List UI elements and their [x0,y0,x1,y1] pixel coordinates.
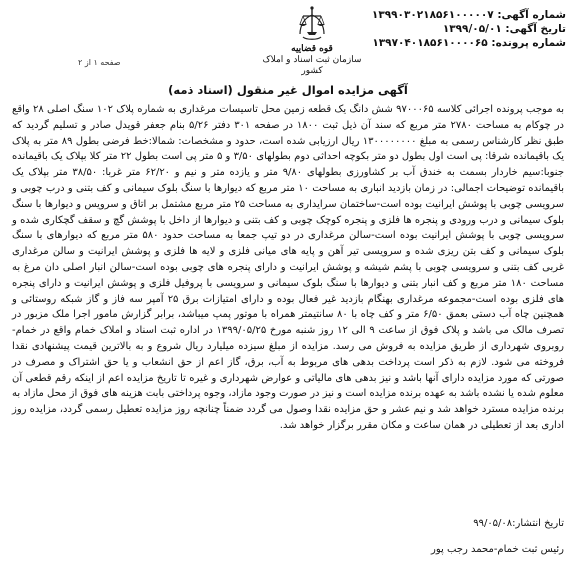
judiciary-emblem [262,4,362,77]
notice-meta [366,8,566,50]
notice-title: آگهی مزایده اموال غیر منقول (اسناد ذمه) [168,83,408,97]
page-number: صفحه ۱ از ۲ [78,58,121,67]
emblem-caption: قوه قضاییه [291,44,333,54]
notice-body: به موجب پرونده اجرائی کلاسه ۹۷۰۰۰۶۵ شش دانگ یک قطعه زمین محل تاسیسات مرغداری به شماره پلاک ۱۰۲ سنگ اصلی ۲۸ واقع در چوکام به مساحت ۲۷۸۰ متر مربع که سند آن ذیل ثبت ۱۸۰۰ در صفحه ۳۰۱ دفتر ۵/۲۶ بنام جعفر قویدل صادر و تسلیم گردید که طبق نظر کارشناس رسمی به مبلغ ۱۳۰۰۰۰۰۰۰۰ ریال ارزیابی شده است، حدود و مشخصات: شمالا:خط فرضی بطول ۸۹ متر به پلاک یک باقیمانده شرقا: پی است اول بطول دو متر بکوچه احداثی دوم بطولهای ۳/۵۰ و ۵ متر پی است بطول ۲۲ متر کلا بپلاک یک باقیمانده جنوبا:سیم خاردار بسمت به خندق آب بر کشاورزی بطولهای ۹/۸۰ متر و یازده متر و نیم و ۶۲/۲۰ متر غربا: ۳۸/۵۰ متر بپلاک یک باقیمانده توضیحات اجمالی: در زمان بازدید انباری به مساحت ۱۰ متر مربع که دیوارها با سنگ بلوک سیمانی و کف بتنی و درب چوبی و سرویسی چوبی با پوشش ایرانیت بوده است-ساختمان سرایداری به مساحت ۲۵ متر مربع مشتمل بر اتاق و سرویس و دیوارها با سنگ بلوک سیمانی و درب ورودی و پنجره ها فلزی و پنجره کوچک چوبی و کف بتنی و دیوارها از داخل با پوشش گچ و سقف گچکاری شده و سرویسی چوبی با پوشش ایرانیت بوده است-سالن مرغداری در دو تیپ جمعا به مساحت حدود ۵۸۰ متر مربع که دیوارهای با سنگ بلوک سیمانی و کف بتن ریزی شده و سرویسی تیر آهن و پایه های میانی فلزی و لایه ها فلزی و پوشش ایرانیت و سالن مرغداری غربی کف بتنی و سرویسی چوبی با پشم شیشه و پوشش ایرانیت و دارای پنجره های چوبی بوده است-سالن انبار اصلی دان مرغ به مساحت ۱۸۰ متر مربع و کف انبار بتنی و دیوارها با سنگ بلوک سیمانی و سرویسی با پروفیل فلزی و پوشش ایرانیت و دارای پنجره های فلزی بوده است-مجموعه مرغداری بهنگام بازدید غیر فعال بوده و دارای امتیازات برق ۲۵ آمپر سه فاز و گاز شبکه روستائی و همچنین چاه آب دستی بعمق ۶/۵۰ متر و کف چاه با ۸۰ سانتیمتر همراه با موتور پمپ میباشد، برابر گزارش مامور اجرا ملک مزبور در تصرف مالک می باشد و پلاک فوق از ساعت ۹ الی ۱۲ روز شنبه مورخ ۱۳۹۹/۰۵/۲۵ در اداره ثبت اسناد و املاک خمام واقع در خمام-روبروی شهرداری از طریق مزایده به فروش می رسد. مزایده از مبلغ سیزده میلیارد ریال شروع و به بالاترین قیمت پیشنهادی نقدا فروخته می شود. لازم به ذکر است پرداخت بدهی های مربوط به آب، برق، گاز اعم از حق انشعاب و یا حق اشتراک و مصرف در صورتی که مورد مزایده دارای آنها باشد و نیز بدهی های مالیاتی و عوارض شهرداری و غیره تا تاریخ مزایده اعم از اینکه رقم قطعی آن معلوم شده یا نشده باشد به عهده برنده مزایده است و نیز در صورت وجود مازاد، وجوه پرداختی بابت هزینه های فوق از محل مازاد به برنده مزایده مسترد خواهد شد و نیم عشر و حق مزایده نقدا وصول می گردد ضمناً چنانچه روز مزایده تعطیل رسمی گردد، مزایده روز اداری بعد از تعطیلی در همان ساعت و مکان مقرر برگزار خواهد شد. [12,104,565,431]
ad-number: شماره آگهی: ۱۳۹۹۰۳۰۲۱۸۵۶۱۰۰۰۰۰۷ [371,9,566,21]
signature-line: رئیس ثبت خمام-محمد رجب پور [431,544,564,555]
organization-name: سازمان ثبت اسناد و املاک کشور [262,55,362,76]
archive-number: شماره پرونده: ۱۳۹۷۰۴۰۱۸۵۶۱۰۰۰۰۶۵ [372,37,566,49]
publish-date: تاریخ انتشار:۹۹/۰۵/۰۸ [473,518,564,529]
ad-date: تاریخ آگهی: ۱۳۹۹/۰۵/۰۱ [442,23,566,35]
scales-of-justice-icon [294,4,330,44]
